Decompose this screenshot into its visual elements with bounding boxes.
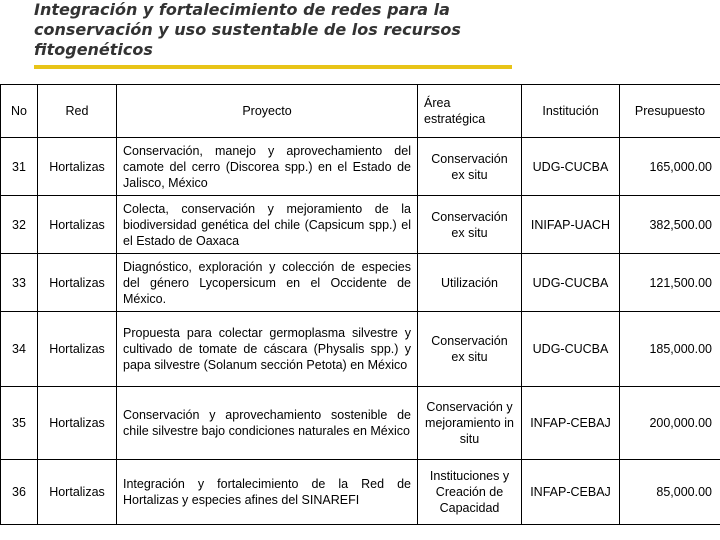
cell-institucion: INFAP-CEBAJ: [522, 460, 620, 525]
title-underline: [34, 65, 512, 69]
cell-presupuesto: 185,000.00: [620, 312, 720, 387]
cell-presupuesto: 200,000.00: [620, 387, 720, 460]
title-line: Integración y fortalecimiento de redes para la: [34, 0, 450, 19]
table-header-row: [1, 85, 720, 138]
table-row: [1, 460, 720, 525]
cell-no: 33: [1, 254, 38, 312]
cell-proyecto: Colecta, conservación y mejoramiento de la biodiversidad genética del chile (Capsicum spp.) el el Estado de Oaxaca: [117, 196, 418, 254]
cell-red: Hortalizas: [38, 196, 117, 254]
header-institucion: Institución: [522, 85, 620, 138]
table-row: [1, 254, 720, 312]
title-line: fitogenéticos: [34, 40, 153, 59]
cell-institucion: INIFAP-UACH: [522, 196, 620, 254]
cell-no: 34: [1, 312, 38, 387]
cell-presupuesto: 121,500.00: [620, 254, 720, 312]
cell-red: Hortalizas: [38, 254, 117, 312]
table-row: [1, 196, 720, 254]
header-red: Red: [38, 85, 117, 138]
cell-presupuesto: 382,500.00: [620, 196, 720, 254]
cell-no: 35: [1, 387, 38, 460]
cell-institucion: UDG-CUCBA: [522, 312, 620, 387]
cell-red: Hortalizas: [38, 138, 117, 196]
cell-area: Instituciones y Creación de Capacidad: [418, 460, 522, 525]
cell-no: 36: [1, 460, 38, 525]
cell-institucion: UDG-CUCBA: [522, 138, 620, 196]
cell-red: Hortalizas: [38, 312, 117, 387]
cell-area: Conservación ex situ: [418, 196, 522, 254]
table-row: [1, 387, 720, 460]
cell-presupuesto: 165,000.00: [620, 138, 720, 196]
cell-proyecto: Integración y fortalecimiento de la Red de Hortalizas y especies afines del SINAREFI: [117, 460, 418, 525]
cell-proyecto: Conservación, manejo y aprovechamiento del camote del cerro (Discorea spp.) en el Estado de Jalisco, México: [117, 138, 418, 196]
title-line: conservación y uso sustentable de los recursos: [34, 20, 461, 39]
cell-red: Hortalizas: [38, 387, 117, 460]
header-no: No: [1, 85, 38, 138]
cell-no: 32: [1, 196, 38, 254]
table-row: [1, 138, 720, 196]
table-row: [1, 312, 720, 387]
cell-presupuesto: 85,000.00: [620, 460, 720, 525]
cell-proyecto: Propuesta para colectar germoplasma silvestre y cultivado de tomate de cáscara (Physalis spp.) y papa silvestre (Solanum sección Petota) en México: [117, 312, 418, 387]
header-area: Área estratégica: [418, 85, 522, 138]
header-proyecto: Proyecto: [117, 85, 418, 138]
cell-area: Conservación y mejoramiento in situ: [418, 387, 522, 460]
cell-area: Conservación ex situ: [418, 138, 522, 196]
cell-institucion: INFAP-CEBAJ: [522, 387, 620, 460]
page-title: [34, 0, 554, 60]
cell-institucion: UDG-CUCBA: [522, 254, 620, 312]
cell-proyecto: Diagnóstico, exploración y colección de especies del género Lycopersicum en el Occidente de México.: [117, 254, 418, 312]
cell-area: Conservación ex situ: [418, 312, 522, 387]
cell-area: Utilización: [418, 254, 522, 312]
projects-table: [0, 84, 720, 525]
cell-proyecto: Conservación y aprovechamiento sostenible de chile silvestre bajo condiciones naturales en México: [117, 387, 418, 460]
cell-no: 31: [1, 138, 38, 196]
header-presupuesto: Presupuesto: [620, 85, 720, 138]
cell-red: Hortalizas: [38, 460, 117, 525]
